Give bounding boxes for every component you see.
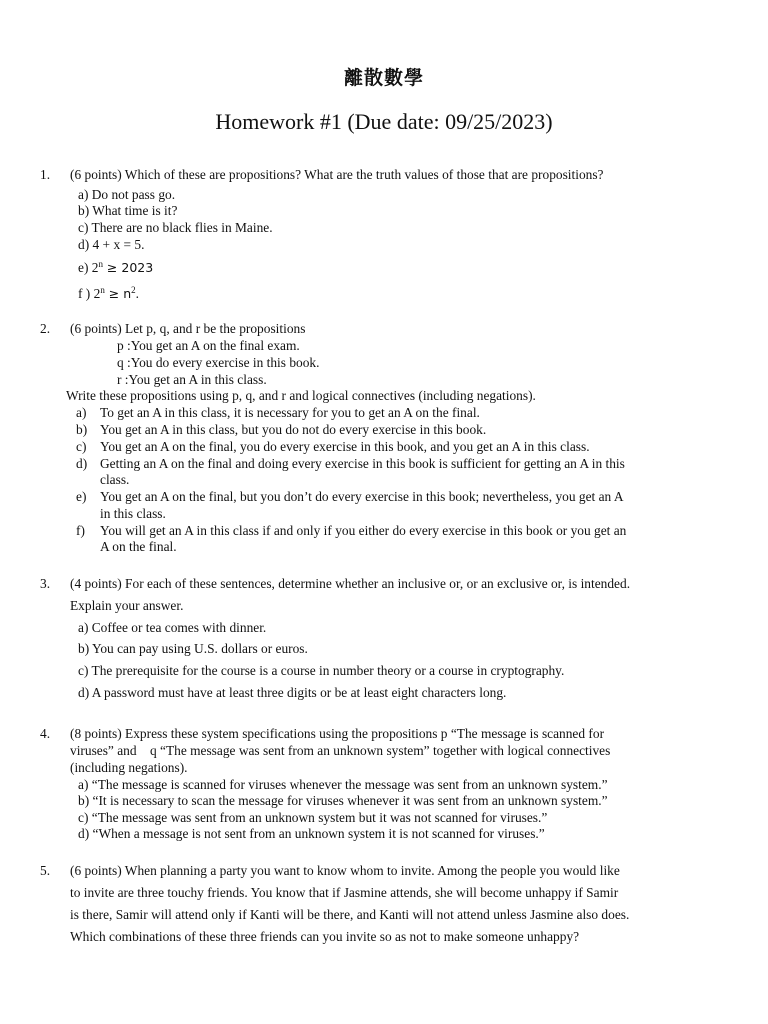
option-f <box>78 283 139 305</box>
item-text: You get an A on the final, but you don’t do every exercise in this book; nevertheless, you get an A <box>100 489 624 504</box>
question-number: 4. <box>40 726 51 741</box>
item-text: You get an A in this class, but you do not do every exercise in this book. <box>100 422 487 437</box>
question-text-cont: to invite are three touchy friends. You know that if Jasmine attends, she will become unhappy if Samir <box>70 885 619 900</box>
option-b: b) What time is it? <box>78 203 178 218</box>
item-label: b) <box>76 422 88 437</box>
option-d: d) “When a message is not sent from an unknown system it is not scanned for viruses.” <box>78 826 545 841</box>
instruction: Write these propositions using p, q, and r and logical connectives (including negations). <box>66 388 536 403</box>
question-stem: (4 points) For each of these sentences, determine whether an inclusive or, or an exclusive or, is intended. <box>70 576 631 591</box>
question-text: (6 points) When planning a party you want to know whom to invite. Among the people you would like <box>70 863 620 878</box>
option-c: c) “The message was sent from an unknown system but it was not scanned for viruses.” <box>78 810 548 825</box>
exponent: n <box>98 259 103 269</box>
option-b: b) You can pay using U.S. dollars or euros. <box>78 641 308 656</box>
item-text: To get an A in this class, it is necessary for you to get an A on the final. <box>100 405 480 420</box>
option-d: d) 4 + x = 5. <box>78 237 145 252</box>
option-a: a) Coffee or tea comes with dinner. <box>78 620 267 635</box>
question-number: 5. <box>40 863 51 878</box>
option-c: c) There are no black flies in Maine. <box>78 220 273 235</box>
homework-title: Homework #1 (Due date: 09/25/2023) <box>215 109 553 134</box>
option-b: b) “It is necessary to scan the message for viruses whenever it was sent from an unknown system.” <box>78 793 608 808</box>
course-title: 離散數學 <box>343 67 424 89</box>
proposition-q: q :You do every exercise in this book. <box>117 355 320 370</box>
option-f-base: f ) 2 <box>78 286 101 301</box>
item-text: You get an A on the final, you do every exercise in this book, and you get an A in this class. <box>100 439 590 454</box>
item-label: f) <box>76 523 85 538</box>
option-f-end: . <box>135 286 140 301</box>
item-text-cont: class. <box>100 472 130 487</box>
question-stem: (6 points) Let p, q, and r be the propositions <box>70 321 306 336</box>
question-stem: (8 points) Express these system specifications using the propositions p “The message is scanned for <box>70 726 605 741</box>
question-number: 1. <box>40 167 51 182</box>
question-text-cont: Which combinations of these three friends can you invite so as not to make someone unhappy? <box>70 929 580 944</box>
question-stem-cont: viruses” and q “The message was sent from an unknown system” together with logical connectives <box>70 743 611 758</box>
item-label: e) <box>76 489 87 504</box>
item-text-cont: A on the final. <box>100 539 177 554</box>
exponent: n <box>100 285 105 295</box>
question-stem-cont: (including negations). <box>70 760 188 775</box>
question-stem-cont: Explain your answer. <box>70 598 184 613</box>
item-text: You will get an A in this class if and only if you either do every exercise in this book or you get an <box>100 523 627 538</box>
option-e <box>78 257 153 279</box>
option-c: c) The prerequisite for the course is a course in number theory or a course in cryptography. <box>78 663 565 678</box>
option-d: d) A password must have at least three digits or be at least eight characters long. <box>78 685 507 700</box>
question-text-cont: is there, Samir will attend only if Kanti will be there, and Kanti will not attend unless Jasmine also does. <box>70 907 630 922</box>
proposition-p: p :You get an A on the final exam. <box>117 338 300 353</box>
item-text-cont: in this class. <box>100 506 166 521</box>
item-label: c) <box>76 439 87 454</box>
question-number: 2. <box>40 321 51 336</box>
exponent-2: 2 <box>131 285 136 295</box>
option-f-rhs: ≥ n <box>104 286 132 301</box>
option-a: a) “The message is scanned for viruses whenever the message was sent from an unknown system.” <box>78 777 608 792</box>
option-e-rhs: ≥ 2023 <box>102 260 154 275</box>
item-label: a) <box>76 405 87 420</box>
option-e-base: e) 2 <box>78 260 99 275</box>
question-stem: (6 points) Which of these are propositions? What are the truth values of those that are propositions? <box>70 167 604 182</box>
item-text: Getting an A on the final and doing every exercise in this book is sufficient for getting an A in this <box>100 456 625 471</box>
proposition-r: r :You get an A in this class. <box>117 372 267 387</box>
question-number: 3. <box>40 576 51 591</box>
item-label: d) <box>76 456 88 471</box>
option-a: a) Do not pass go. <box>78 187 176 202</box>
